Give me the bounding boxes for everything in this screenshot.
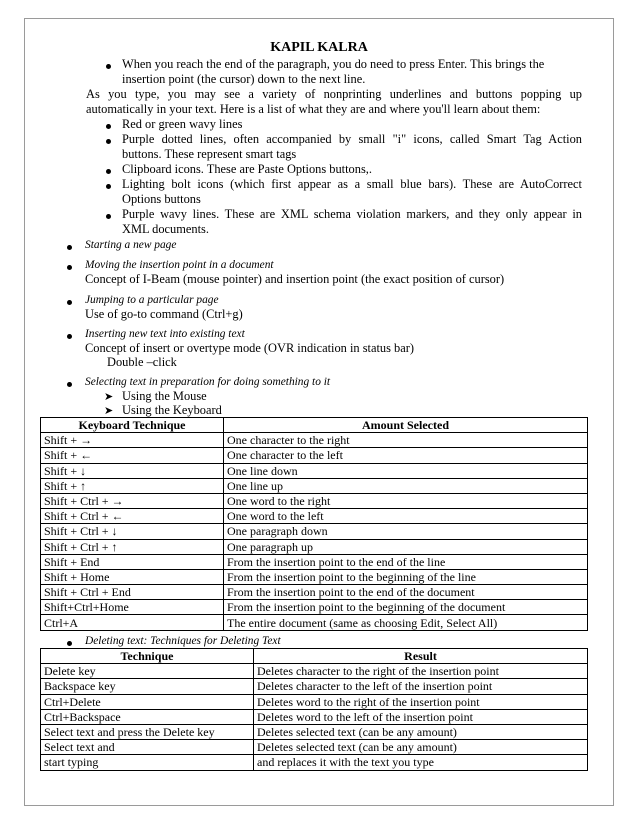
table-row — [41, 478, 588, 493]
table-cell: From the insertion point to the end of the line — [224, 554, 588, 569]
intro-line-1: When you reach the end of the paragraph, you do need to press Enter. This brings the — [122, 57, 545, 71]
table-header-row — [41, 649, 588, 664]
bullet-dot — [106, 124, 111, 129]
table-cell: Backspace key — [41, 679, 254, 694]
table-cell: Shift + ↑ — [41, 478, 224, 493]
column-header: Result — [254, 649, 588, 664]
topic-selecting-text: Selecting text in preparation for doing something to it — [85, 376, 331, 388]
table-cell: Deletes word to the right of the insertion point — [254, 694, 588, 709]
table-cell: One character to the right — [224, 433, 588, 448]
sub-bullet-4 — [122, 177, 582, 207]
table-cell: One paragraph up — [224, 539, 588, 554]
table-cell: start typing — [41, 755, 254, 770]
sub-bullet-5 — [122, 207, 582, 237]
table-cell: From the insertion point to the beginning of the line — [224, 569, 588, 584]
table-row — [41, 463, 588, 478]
table-cell: Deletes character to the left of the insertion point — [254, 679, 588, 694]
table-cell: Deletes word to the left of the insertion point — [254, 709, 588, 724]
para-line-1: As you type, you may see a variety of nonprinting underlines and buttons popping up — [86, 87, 582, 101]
bullet-dot — [67, 641, 72, 646]
table-cell: Shift + Ctrl + ↓ — [41, 524, 224, 539]
table-cell: From the insertion point to the end of the document — [224, 585, 588, 600]
sub-bullet-2-line-2: buttons. These represent smart tags — [122, 147, 297, 162]
table-cell: Ctrl+Backspace — [41, 709, 254, 724]
table-cell: Deletes character to the right of the insertion point — [254, 664, 588, 679]
sub-bullet-2 — [122, 132, 582, 162]
table-cell: One line up — [224, 478, 588, 493]
table-cell: Shift + → — [41, 433, 224, 448]
bullet-dot — [106, 139, 111, 144]
table-cell: Shift + Home — [41, 569, 224, 584]
table-cell: Ctrl+Delete — [41, 694, 254, 709]
table-row — [41, 724, 588, 739]
topic-moving-insertion-point: Moving the insertion point in a document — [85, 259, 274, 271]
topic-inserting-text: Inserting new text into existing text — [85, 328, 245, 340]
bullet-dot — [67, 300, 72, 305]
topic-inserting-body-2: Double –click — [107, 355, 177, 369]
column-header: Amount Selected — [224, 418, 588, 433]
table-row — [41, 493, 588, 508]
bullet-dot — [67, 334, 72, 339]
table-row — [41, 755, 588, 770]
table-cell: and replaces it with the text you type — [254, 755, 588, 770]
table-row — [41, 524, 588, 539]
arrow-bullet-icon: ➤ — [104, 391, 114, 403]
table-row — [41, 679, 588, 694]
table-row — [41, 539, 588, 554]
table-row — [41, 600, 588, 615]
select-sub-mouse: Using the Mouse — [122, 389, 207, 403]
sub-bullet-3: Clipboard icons. These are Paste Options buttons,. — [122, 162, 372, 176]
table-row — [41, 448, 588, 463]
arrow-bullet-icon: ➤ — [104, 405, 114, 417]
deletion-table — [40, 648, 588, 771]
bullet-dot — [106, 169, 111, 174]
table-cell: Shift + Ctrl + ← — [41, 509, 224, 524]
table-cell: One line down — [224, 463, 588, 478]
sub-bullet-5-line-2: XML documents. — [122, 222, 209, 237]
sub-bullet-4-line-2: Options buttons — [122, 192, 201, 207]
topic-jumping-body: Use of go-to command (Ctrl+g) — [85, 307, 243, 321]
table-cell: One character to the left — [224, 448, 588, 463]
table-header-row — [41, 418, 588, 433]
table-cell: Shift + ← — [41, 448, 224, 463]
table-row — [41, 740, 588, 755]
sub-bullet-5-line-1: Purple wavy lines. These are XML schema violation markers, and they only appear in — [122, 207, 582, 221]
page-title: KAPIL KALRA — [270, 40, 368, 55]
bullet-dot — [67, 245, 72, 250]
sub-bullet-4-line-1: Lighting bolt icons (which first appear as a small blue bars). These are AutoCorrect — [122, 177, 582, 191]
table-row — [41, 709, 588, 724]
select-sub-keyboard: Using the Keyboard — [122, 403, 222, 417]
intro-bullet — [122, 57, 582, 87]
bullet-dot — [106, 64, 111, 69]
table-cell: One word to the right — [224, 493, 588, 508]
table-row — [41, 585, 588, 600]
table-cell: One paragraph down — [224, 524, 588, 539]
table-cell: Select text and — [41, 740, 254, 755]
table-row — [41, 664, 588, 679]
table-cell: Ctrl+A — [41, 615, 224, 630]
sub-bullet-1: Red or green wavy lines — [122, 117, 243, 131]
table-cell: Shift+Ctrl+Home — [41, 600, 224, 615]
intro-line-2: insertion point (the cursor) down to the next line. — [122, 72, 366, 87]
sub-bullet-2-line-1: Purple dotted lines, often accompanied by small "i" icons, called Smart Tag Action — [122, 132, 582, 146]
table-cell: Shift + Ctrl + End — [41, 585, 224, 600]
table-cell: Deletes selected text (can be any amount) — [254, 740, 588, 755]
intro-paragraph — [86, 87, 582, 117]
bullet-dot — [67, 265, 72, 270]
table-row — [41, 554, 588, 569]
table-row — [41, 694, 588, 709]
table-row — [41, 615, 588, 630]
table-row — [41, 433, 588, 448]
topic-moving-body: Concept of I-Beam (mouse pointer) and insertion point (the exact position of cursor) — [85, 272, 505, 286]
topic-jumping-page: Jumping to a particular page — [85, 294, 219, 306]
table-cell: The entire document (same as choosing Edit, Select All) — [224, 615, 588, 630]
table-cell: Deletes selected text (can be any amount) — [254, 724, 588, 739]
bullet-dot — [67, 382, 72, 387]
table-row — [41, 569, 588, 584]
bullet-dot — [106, 214, 111, 219]
column-header: Keyboard Technique — [41, 418, 224, 433]
table-cell: From the insertion point to the beginning of the document — [224, 600, 588, 615]
table-cell: Shift + Ctrl + → — [41, 493, 224, 508]
table-cell: Shift + ↓ — [41, 463, 224, 478]
bullet-dot — [106, 184, 111, 189]
table-cell: Shift + End — [41, 554, 224, 569]
table-cell: Delete key — [41, 664, 254, 679]
para-line-2: automatically in your text. Here is a list of what they are and where you'll learn about them: — [86, 102, 541, 117]
column-header: Technique — [41, 649, 254, 664]
topic-starting-new-page: Starting a new page — [85, 239, 177, 251]
table-cell: Select text and press the Delete key — [41, 724, 254, 739]
topic-inserting-body: Concept of insert or overtype mode (OVR indication in status bar) — [85, 341, 414, 355]
table-row — [41, 509, 588, 524]
topic-deleting-text: Deleting text: Techniques for Deleting Text — [85, 635, 281, 647]
table-cell: Shift + Ctrl + ↑ — [41, 539, 224, 554]
selection-table — [40, 417, 588, 631]
table-cell: One word to the left — [224, 509, 588, 524]
